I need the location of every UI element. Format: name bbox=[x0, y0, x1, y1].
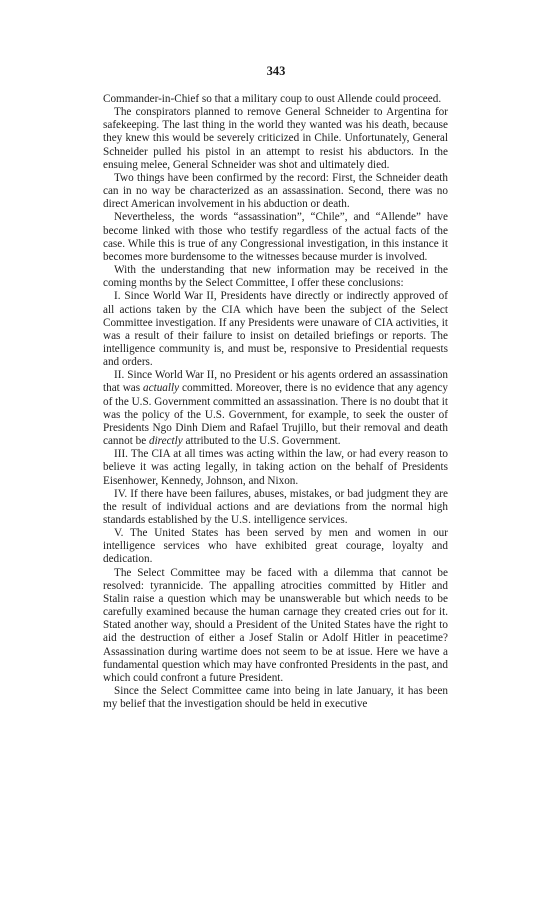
paragraph bbox=[103, 369, 448, 448]
text-run: The Select Committee may be faced with a dilemma that cannot be resolved: tyrannicide. The appalling atrocities committed by Hitler and Stalin raise a question which may be unanswerable but which needs to be carefully examined because the human carnage they created cries out for it. Stated another way, should a President of the United States have the right to aid the destruction of either a Josef Stalin or Adolf Hitler in peacetime? Assassination during wartime does not seem to be at issue. Here we have a fundamental question which may have confronted Presidents in the past, and which could confront a future President. bbox=[103, 566, 448, 684]
paragraph bbox=[103, 93, 448, 106]
text-run: Nevertheless, the words “assassination”, “Chile”, and “Allende” have become linked with those who testify regardless of the actual facts of the case. While this is true of any Congressional investigation, in this instance it becomes more burdensome to the witnesses because murder is involved. bbox=[103, 211, 448, 263]
text-run: I. Since World War II, Presidents have directly or indirectly approved of all actions taken by the CIA which have been the subject of the Select Committee investigation. If any Presidents were unaware of CIA activities, it was a result of their failure to insist on detailed briefings or reports. The intelligence community is, and must be, responsive to Presidential requests and orders. bbox=[103, 290, 448, 369]
paragraph bbox=[103, 488, 448, 527]
text-run: attributed to the U.S. Government. bbox=[182, 435, 341, 448]
text-run: V. The United States has been served by men and women in our intelligence services who have exhibited great courage, loyalty and dedication. bbox=[103, 527, 448, 566]
text-run: Since the Select Committee came into being in late January, it has been my belief that the investigation should be held in executive bbox=[103, 685, 448, 711]
paragraph bbox=[103, 211, 448, 264]
text-run: Two things have been confirmed by the record: First, the Schneider death can in no way be characterized as an assassination. Second, there was no direct American involvement in his abduction or death. bbox=[103, 171, 448, 211]
text-run: III. The CIA at all times was acting within the law, or had every reason to believe it was acting legally, in taking action on the behalf of Presidents Eisenhower, Kennedy, Johnson, and Nixon. bbox=[103, 448, 448, 487]
text-run: II. Since World War II, no President or his agents ordered an assassination that was bbox=[103, 369, 448, 395]
text-run: With the understanding that new information may be received in the coming months by the Select Committee, I offer these conclusions: bbox=[103, 264, 448, 290]
paragraph bbox=[103, 527, 448, 566]
paragraph bbox=[103, 264, 448, 290]
paragraph bbox=[103, 106, 448, 172]
paragraph bbox=[103, 685, 448, 711]
text-run: Commander-in-Chief so that a military coup to oust Allende could proceed. bbox=[103, 93, 442, 105]
text-run: The conspirators planned to remove General Schneider to Argentina for safekeeping. The last thing in the world they wanted was his death, because they knew this would be severely criticized in Chile. Unfortunately, General Schneider pulled his pistol in an attempt to resist his abductors. In the ensuing melee, General Schneider was shot and ultimately died. bbox=[103, 106, 448, 171]
paragraph bbox=[103, 448, 448, 487]
italic-text: actually bbox=[143, 382, 180, 395]
italic-text: directly bbox=[148, 435, 183, 448]
page-number: 343 bbox=[266, 64, 286, 78]
body-text bbox=[103, 93, 448, 711]
paragraph bbox=[103, 172, 448, 211]
text-run: committed. Moreover, there is no evidence that any agency of the U.S. Government committed an assassination. There is no doubt that it was the policy of the U.S. Government, for example, to seek the ouster of Presidents Ngo Dinh Diem and Rafael Trujillo, but their removal and death cannot be bbox=[103, 382, 448, 448]
text-run: IV. If there have been failures, abuses, mistakes, or bad judgment they are the result of individual actions and are deviations from the normal high standards established by the U.S. intelligence services. bbox=[103, 487, 448, 526]
paragraph bbox=[103, 290, 448, 369]
paragraph bbox=[103, 567, 448, 685]
